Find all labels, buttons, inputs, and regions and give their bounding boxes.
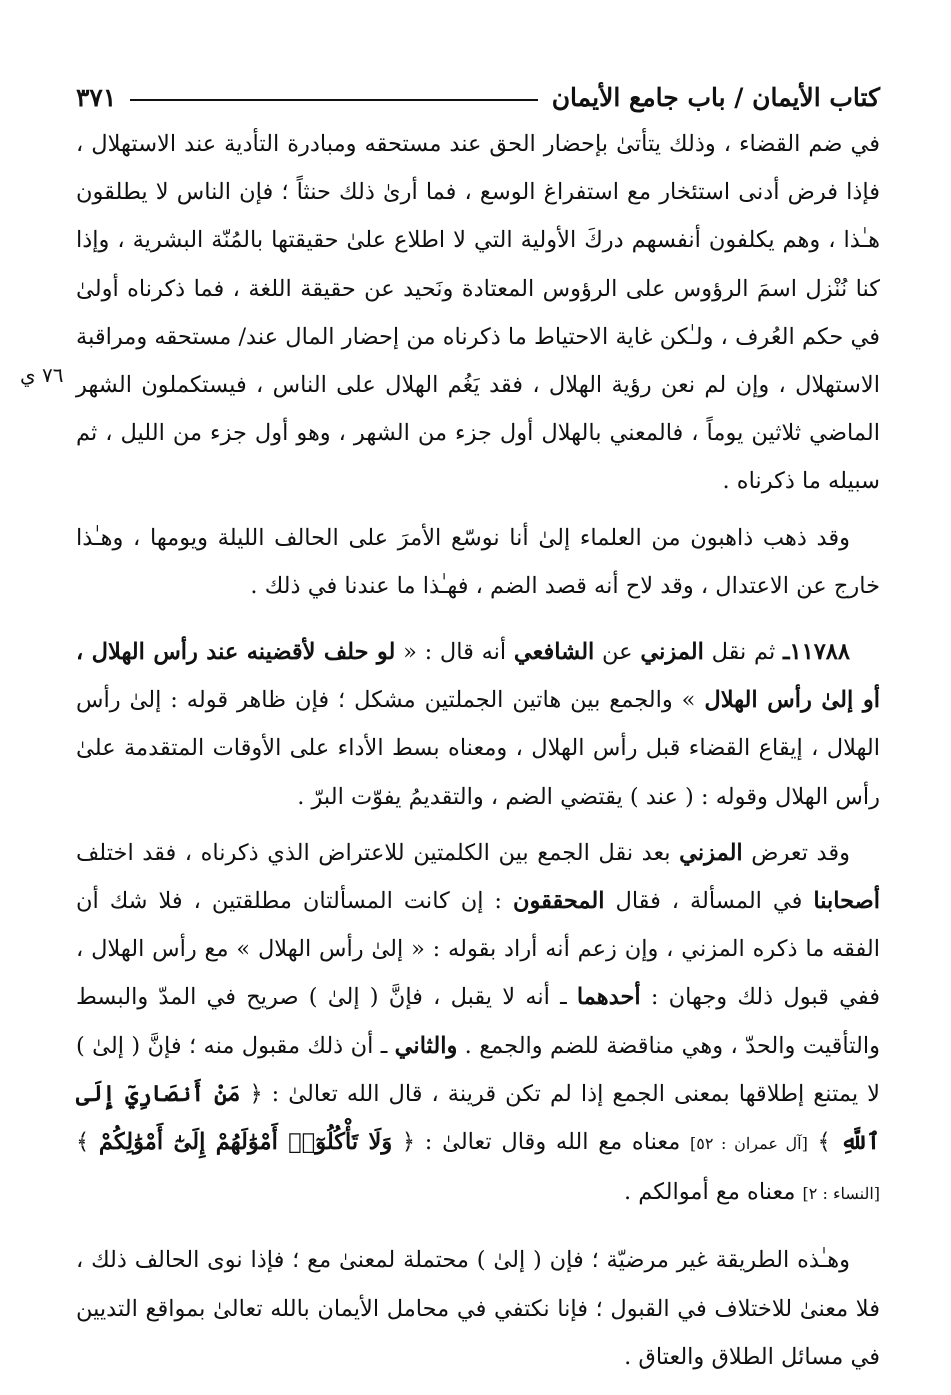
text-span: : إن كانت المسألتان مطلقتين ، فلا شك أن الفقه ما ذكره المزني ، وإن زعم أنه أراد بقوله : « إلىٰ رأس الهلال » مع رأس الهلال ، ففي قبول ذلك وجهان : — [76, 888, 880, 1011]
paragraph-2-text: وقد ذهب ذاهبون من العلماء إلىٰ أنا نوسّع الأمرَ على الحالف الليلة ويومها ، وهـٰذا خارج عن الاعتدال ، وقد لاح أنه قصد الضم ، فهـٰذا ما عندنا في ذلك . — [76, 524, 880, 599]
paragraph-5 — [76, 1236, 880, 1381]
paragraph-4 — [76, 829, 880, 1219]
verse-reference: [النساء : ٢] — [802, 1184, 880, 1204]
verse-reference: [آل عمران : ٥٢] — [689, 1134, 808, 1154]
page-number: ٣٧١ — [76, 82, 117, 112]
term-first-view: أحدهما — [576, 984, 641, 1011]
text-span: وقد تعرض — [742, 839, 850, 866]
text-span: أنه قال : « — [395, 639, 514, 666]
text-span: » والجمع بين هاتين الجملتين مشكل ؛ فإن ظاهر قوله : إلىٰ رأس الهلال ، إيقاع القضاء قبل رأس الهلال ، ومعناه بسط الأداء على الأوقات المتقدمة علىٰ رأس الهلال وقوله : ( عند ) يقتضي الضم ، والتقديمُ يفوّت البرّ . — [76, 687, 880, 810]
running-title: كتاب الأيمان / باب جامع الأيمان — [551, 82, 880, 112]
quran-verse: وَلَا تَأْكُلُوٓا۟ أَمْوَٰلَهُمْ إِلَىٰٓ أَمْوَٰلِكُمْ — [98, 1129, 393, 1156]
text-span: عن — [594, 639, 641, 666]
name-muzani: المزني — [640, 639, 704, 666]
paragraph-5-text: وهـٰذه الطريقة غير مرضيّة ؛ فإن ( إلىٰ ) محتملة لمعنىٰ مع ؛ فإذا نوى الحالف ذلك ، فلا معنىٰ للاختلاف في القبول ؛ فإنا نكتفي في محامل الأيمان بالله تعالىٰ بمواقع التديين في مسائل الطلاق والعتاق . — [76, 1247, 880, 1370]
text-span: بعد نقل الجمع بين الكلمتين للاعتراض الذي ذكرناه ، فقد اختلف — [76, 839, 680, 866]
text-span: ـ أن ذلك مقبول منه ؛ فإنَّ ( إلىٰ ) لا يمتنع إطلاقها بمعنى الجمع إذا لم تكن قرينة ، قال الله تعالىٰ : ﴿ — [76, 1032, 880, 1107]
text-span: ـ أنه لا يقبل ، فإنَّ ( إلىٰ ) صريح في المدّ والبسط والتأقيت والحدّ ، وهي مناقضة للضم والجمع . — [76, 984, 880, 1059]
term-muhaqqiqun: المحققون — [512, 888, 605, 915]
header-rule — [130, 99, 537, 101]
name-shafii: الشافعي — [513, 639, 595, 666]
quoted-text: لو حلف لأقضينه عند رأس الهلال ، أو إلىٰ رأس الهلال — [76, 639, 880, 714]
text-span: معناه مع أموالكم . — [623, 1179, 803, 1206]
term-ashabuna: أصحابنا — [813, 888, 880, 915]
text-span: في المسألة ، فقال — [604, 888, 814, 915]
text-span: معناه مع الله وقال تعالىٰ : ﴿ — [392, 1129, 690, 1156]
paragraph-3-issue-11788 — [76, 628, 880, 821]
term-second-view: والثاني — [394, 1032, 458, 1059]
paragraph-2 — [76, 514, 880, 610]
issue-number: ١١٧٨٨ـ — [782, 639, 850, 666]
text-span: ﴾ — [807, 1129, 841, 1156]
name-muzani: المزني — [679, 839, 743, 866]
paragraph-1 — [76, 120, 880, 506]
text-span: ﴾ — [76, 1129, 99, 1156]
running-header — [76, 78, 880, 116]
paragraph-1-text: في ضم القضاء ، وذلك يتأتىٰ بإحضار الحق عند مستحقه ومبادرة التأدية عند الاستهلال ، فإذا فرض أدنى استئخار مع استفراغ الوسع ، فما أرىٰ ذلك حنثاً ؛ فإن الناس لا يطلقون هـٰذا ، وهم يكلفون أنفسهم دركَ الأولية التي لا اطلاع علىٰ حقيقتها بالمُنّة البشرية ، وإذا كنا نُنْزل اسمَ الرؤوس على الرؤوس المعتادة ونَحيد عن حقيقة اللغة ، فما ذكرناه أولىٰ في حكم العُرف ، ولـٰكن غاية الاحتياط ما ذكرناه من إحضار المال عند/ مستحقه ومراقبة الاستهلال ، وإن لم نعن رؤية الهلال ، فقد يَغُم الهلال على الناس ، فيستكملون الشهر الماضي ثلاثين يوماً ، فالمعني بالهلال أول جزء من الشهر ، وهو أول جزء من الليل ، ثم سبيله ما ذكرناه . — [76, 131, 880, 495]
quran-verse: مَنْ أَنصَارِيٓ إِلَى ٱللَّهِ — [76, 1080, 881, 1156]
page-body — [76, 78, 880, 1381]
margin-folio-note: ٧٦ ي — [20, 363, 64, 387]
text-span: ثم نقل — [703, 639, 783, 666]
